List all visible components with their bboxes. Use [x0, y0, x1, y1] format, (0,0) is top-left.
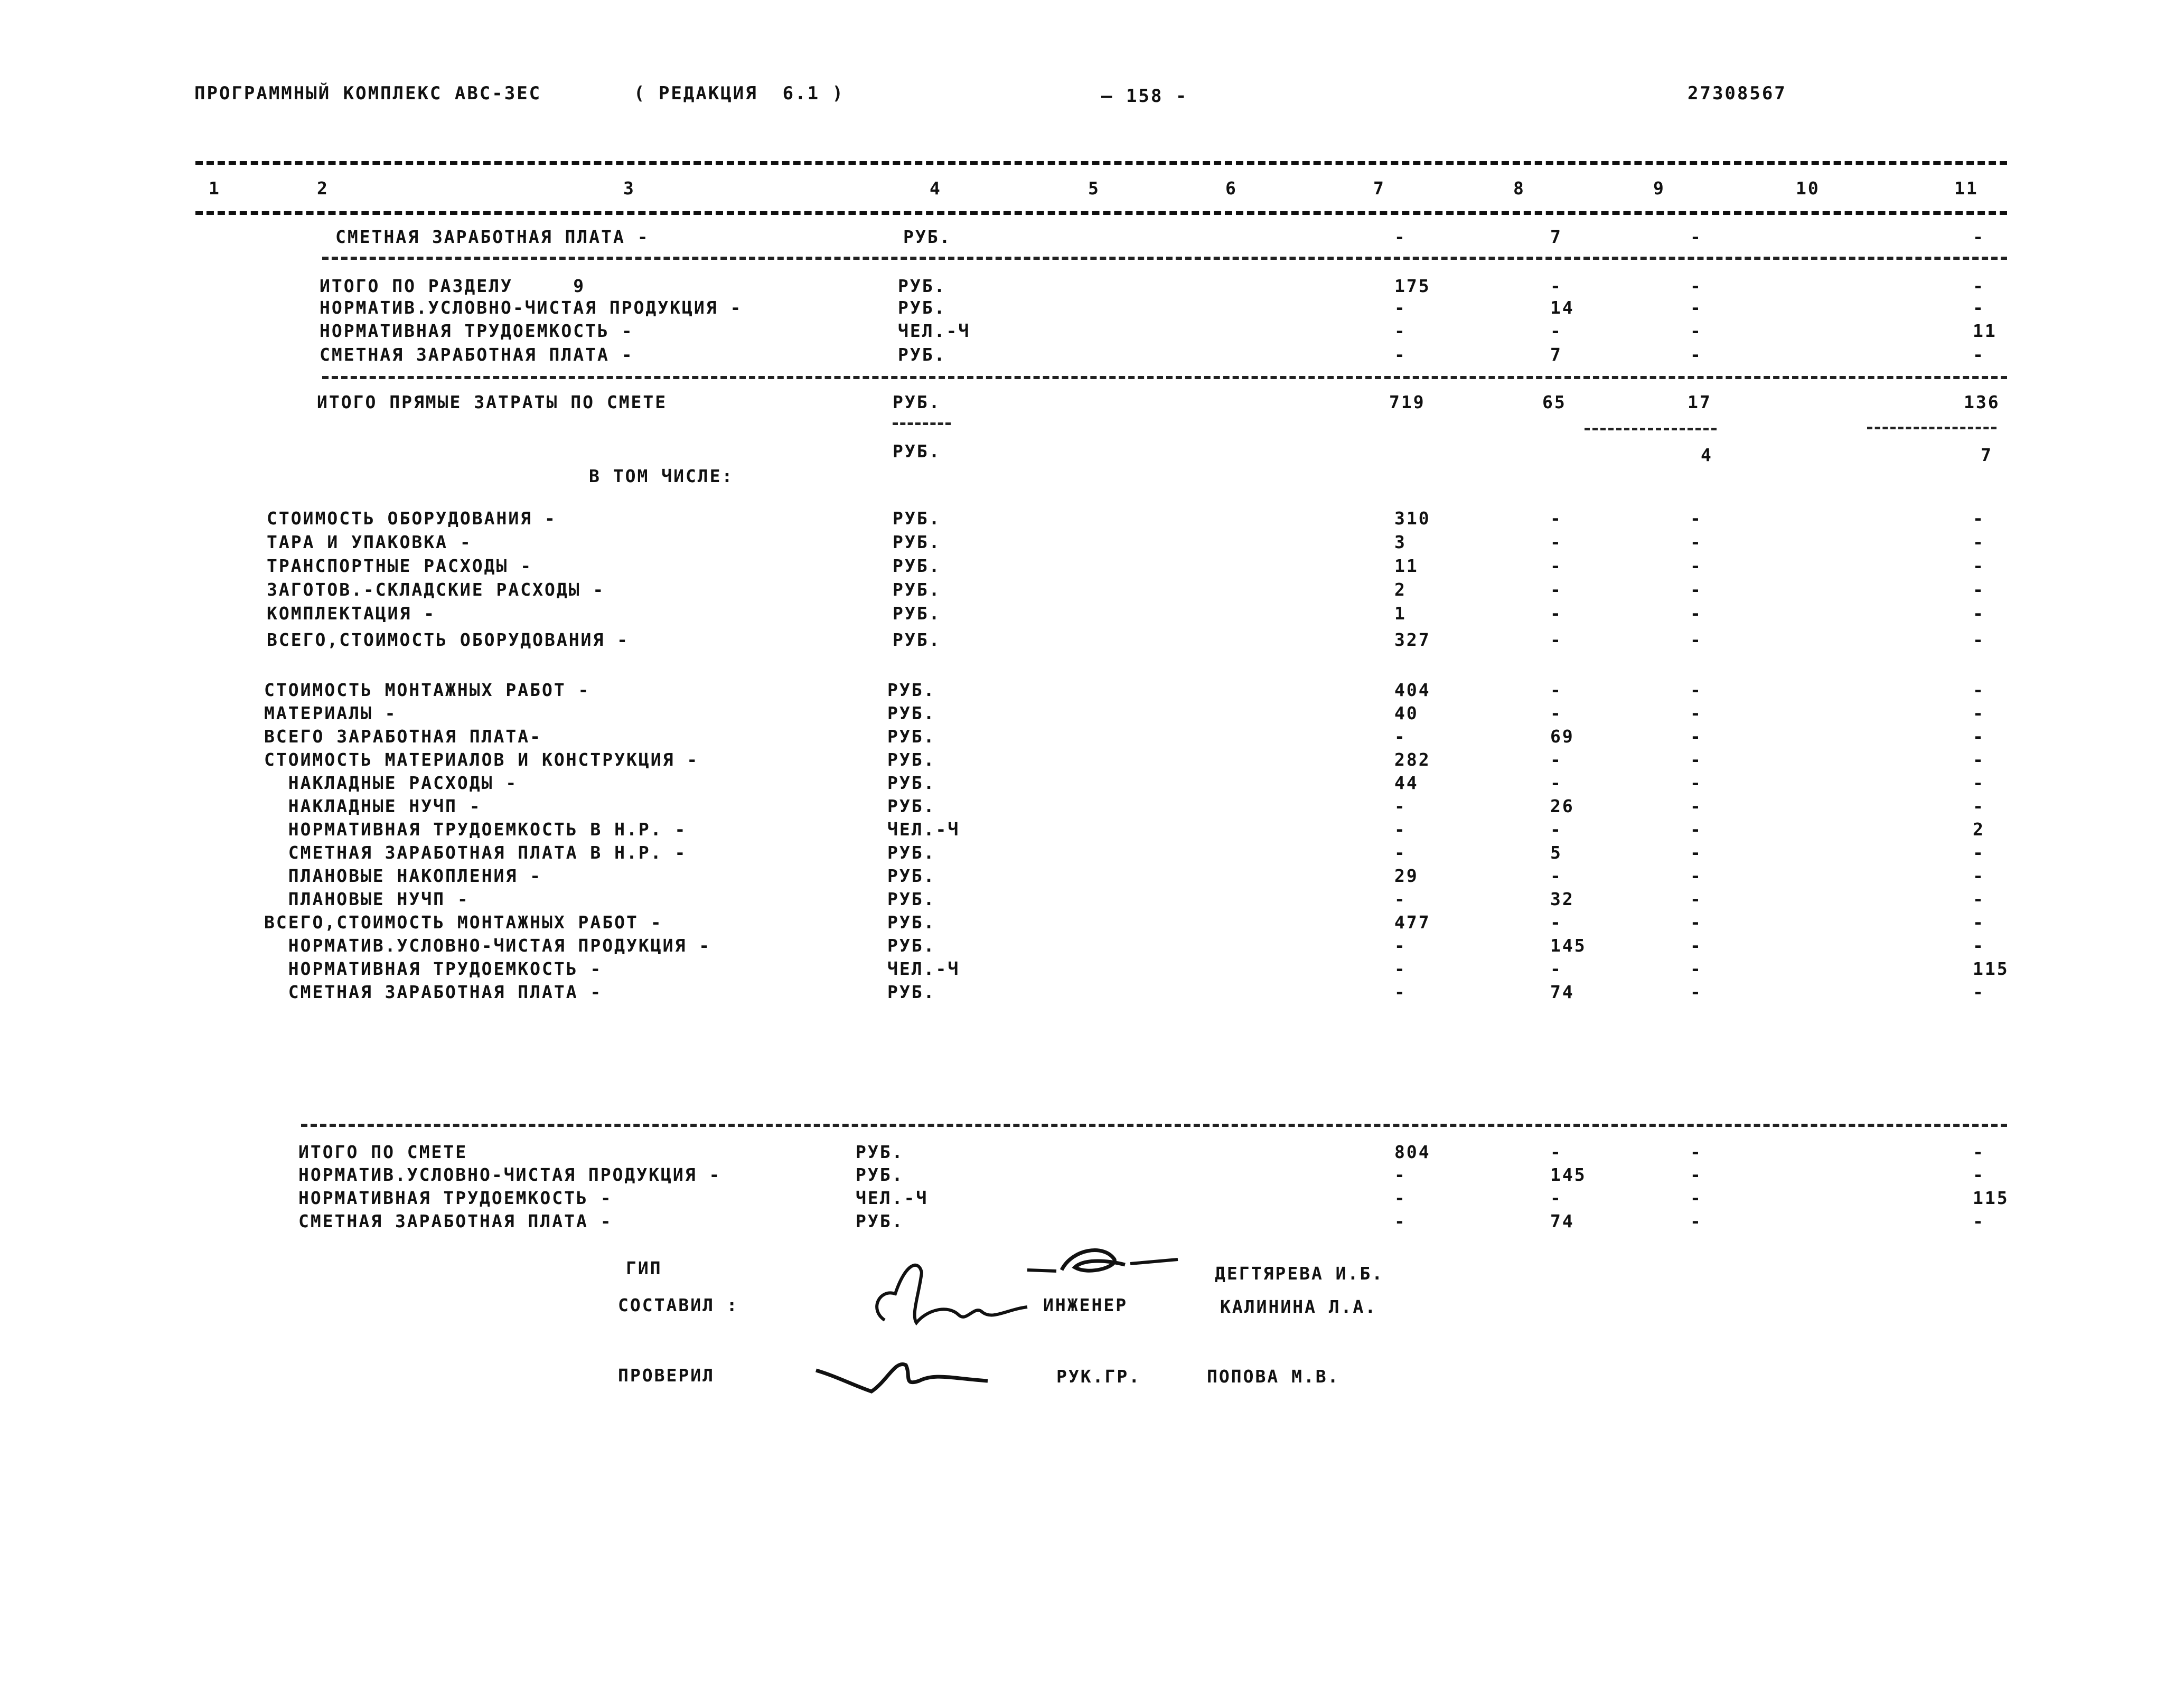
c11-underline [1867, 427, 1996, 429]
equipment-row-label-3: ЗАГОТОВ.-СКЛАДСКИЕ РАСХОДЫ - [267, 579, 605, 600]
equipment-row-c7-0: 310 [1394, 508, 1431, 529]
installation-row-c8-3: - [1550, 749, 1562, 770]
totals-row-c7-0: 804 [1394, 1142, 1431, 1162]
installation-row-c8-7: 5 [1550, 842, 1562, 863]
installation-row-c7-10: 477 [1394, 912, 1431, 933]
equipment-row-c9-3: - [1690, 579, 1702, 600]
installation-row-c11-13: - [1973, 982, 1985, 1002]
direct-costs-c9b: 4 [1701, 445, 1713, 465]
equipment-row-c11-4: - [1973, 603, 1985, 624]
equipment-row-c11-3: - [1973, 579, 1985, 600]
installation-row-label-8: ПЛАНОВЫЕ НАКОПЛЕНИЯ - [264, 865, 542, 886]
installation-row-c8-8: - [1550, 865, 1562, 886]
installation-row-c11-2: - [1973, 726, 1985, 747]
direct-costs-unit: РУБ. [893, 392, 941, 412]
section-row-c9-3: - [1690, 344, 1702, 365]
equipment-row-unit-2: РУБ. [893, 556, 941, 576]
lead-name: ПОПОВА М.В. [1207, 1366, 1340, 1387]
installation-row-c7-3: 282 [1394, 749, 1431, 770]
installation-row-label-10: ВСЕГО,СТОИМОСТЬ МОНТАЖНЫХ РАБОТ - [264, 912, 663, 933]
column-number-2: 2 [317, 178, 329, 199]
installation-row-c11-11: - [1973, 935, 1985, 956]
installation-row-c7-12: - [1394, 958, 1407, 979]
installation-row-c7-11: - [1394, 935, 1407, 956]
direct-costs-c7: 719 [1389, 392, 1426, 412]
installation-row-c11-3: - [1973, 749, 1985, 770]
installation-row-c9-11: - [1690, 935, 1702, 956]
composed-label: СОСТАВИЛ : [618, 1295, 739, 1315]
equipment-row-c7-3: 2 [1394, 579, 1407, 600]
equipment-row-c11-1: - [1973, 532, 1985, 552]
checker-signature [813, 1349, 1004, 1397]
installation-row-c11-10: - [1973, 912, 1985, 933]
section-rule-2 [322, 376, 2007, 379]
equipment-row-c9-1: - [1690, 532, 1702, 552]
installation-row-c8-11: 145 [1550, 935, 1587, 956]
totals-row-c7-3: - [1394, 1211, 1407, 1231]
totals-row-c8-0: - [1550, 1142, 1562, 1162]
installation-row-c7-4: 44 [1394, 773, 1419, 793]
installation-row-c8-4: - [1550, 773, 1562, 793]
installation-row-c9-1: - [1690, 703, 1702, 723]
installation-row-c9-0: - [1690, 680, 1702, 700]
totals-row-label-3: СМЕТНАЯ ЗАРАБОТНАЯ ПЛАТА - [298, 1211, 613, 1231]
installation-row-unit-4: РУБ. [887, 773, 936, 793]
section-row-c8-2: - [1550, 321, 1562, 341]
section-first-c8-0: 7 [1550, 227, 1562, 247]
table-top-rule [195, 161, 2007, 165]
section-row-c11-3: - [1973, 344, 1985, 365]
section-row-c9-2: - [1690, 321, 1702, 341]
engineer-name: КАЛИНИНА Л.А. [1220, 1296, 1377, 1317]
section-row-c7-0: 175 [1394, 276, 1431, 296]
equipment-row-unit-1: РУБ. [893, 532, 941, 552]
column-number-4: 4 [930, 178, 942, 199]
section-row-label-3: СМЕТНАЯ ЗАРАБОТНАЯ ПЛАТА - [320, 344, 634, 365]
program-name: ПРОГРАММНЫЙ КОМПЛЕКС АВС-ЗЕС [194, 83, 542, 104]
installation-row-c9-8: - [1690, 865, 1702, 886]
including-heading: В ТОМ ЧИСЛЕ: [589, 466, 734, 486]
installation-row-unit-12: ЧЕЛ.-Ч [887, 958, 960, 979]
gip-signature [1025, 1238, 1183, 1286]
installation-row-c11-12: 115 [1973, 958, 2009, 979]
installation-row-c11-1: - [1973, 703, 1985, 723]
installation-row-c9-10: - [1690, 912, 1702, 933]
column-number-5: 5 [1088, 178, 1100, 199]
totals-row-c7-1: - [1394, 1164, 1407, 1185]
equipment-row-c8-1: - [1550, 532, 1562, 552]
direct-costs-c8: 65 [1542, 392, 1567, 412]
section-first-c7-0: - [1394, 227, 1407, 247]
installation-row-c8-2: 69 [1550, 726, 1574, 747]
section-row-label-0: ИТОГО ПО РАЗДЕЛУ 9 [320, 276, 586, 296]
equipment-row-unit-5: РУБ. [893, 629, 941, 650]
direct-costs-unit2: РУБ. [893, 441, 941, 462]
direct-costs-c9: 17 [1688, 392, 1712, 412]
installation-row-c8-6: - [1550, 819, 1562, 840]
installation-row-c9-6: - [1690, 819, 1702, 840]
section-row-c11-1: - [1973, 297, 1985, 318]
column-number-9: 9 [1653, 178, 1665, 199]
section-row-c11-0: - [1973, 276, 1985, 296]
installation-row-c8-5: 26 [1550, 796, 1574, 816]
installation-row-c9-5: - [1690, 796, 1702, 816]
totals-row-label-0: ИТОГО ПО СМЕТЕ [298, 1142, 468, 1162]
installation-row-unit-9: РУБ. [887, 889, 936, 909]
totals-rule [301, 1124, 2007, 1127]
installation-row-label-3: СТОИМОСТЬ МАТЕРИАЛОВ И КОНСТРУКЦИЯ - [264, 749, 699, 770]
installation-row-c9-7: - [1690, 842, 1702, 863]
section-row-c8-0: - [1550, 276, 1562, 296]
installation-row-c11-9: - [1973, 889, 1985, 909]
installation-row-c8-9: 32 [1550, 889, 1574, 909]
installation-row-c7-8: 29 [1394, 865, 1419, 886]
installation-row-unit-6: ЧЕЛ.-Ч [887, 819, 960, 840]
installation-row-unit-0: РУБ. [887, 680, 936, 700]
section-row-c9-1: - [1690, 297, 1702, 318]
column-number-8: 8 [1513, 178, 1525, 199]
installation-row-label-5: НАКЛАДНЫЕ НУЧП - [264, 796, 482, 816]
section-row-unit-0: РУБ. [898, 276, 946, 296]
installation-row-c8-13: 74 [1550, 982, 1574, 1002]
totals-row-c7-2: - [1394, 1188, 1407, 1208]
equipment-row-label-5: ВСЕГО,СТОИМОСТЬ ОБОРУДОВАНИЯ - [267, 629, 630, 650]
section-row-unit-2: ЧЕЛ.-Ч [898, 321, 971, 341]
section-first-c11-0: - [1973, 227, 1985, 247]
equipment-row-c11-2: - [1973, 556, 1985, 576]
totals-row-label-1: НОРМАТИВ.УСЛОВНО-ЧИСТАЯ ПРОДУКЦИЯ - [298, 1164, 721, 1185]
page-number: — 158 - [1101, 86, 1188, 107]
installation-row-c11-7: - [1973, 842, 1985, 863]
installation-row-label-13: СМЕТНАЯ ЗАРАБОТНАЯ ПЛАТА - [264, 982, 603, 1002]
installation-row-unit-2: РУБ. [887, 726, 936, 747]
section-first-c9-0: - [1690, 227, 1702, 247]
gip-label: ГИП [626, 1258, 662, 1278]
equipment-row-c7-2: 11 [1394, 556, 1419, 576]
installation-row-c8-0: - [1550, 680, 1562, 700]
installation-row-label-7: СМЕТНАЯ ЗАРАБОТНАЯ ПЛАТА В Н.Р. - [264, 842, 687, 863]
equipment-row-c11-0: - [1973, 508, 1985, 529]
installation-row-label-0: СТОИМОСТЬ МОНТАЖНЫХ РАБОТ - [264, 680, 590, 700]
c9-underline [1585, 428, 1717, 430]
section-first-label-0: СМЕТНАЯ ЗАРАБОТНАЯ ПЛАТА - [335, 227, 650, 247]
totals-row-c11-3: - [1973, 1211, 1985, 1231]
engineer-title: ИНЖЕНЕР [1043, 1295, 1128, 1315]
installation-row-unit-7: РУБ. [887, 842, 936, 863]
installation-row-unit-3: РУБ. [887, 749, 936, 770]
equipment-row-label-0: СТОИМОСТЬ ОБОРУДОВАНИЯ - [267, 508, 557, 529]
installation-row-c9-2: - [1690, 726, 1702, 747]
installation-row-c7-2: - [1394, 726, 1407, 747]
installation-row-c7-9: - [1394, 889, 1407, 909]
installation-row-c9-3: - [1690, 749, 1702, 770]
direct-costs-label: ИТОГО ПРЯМЫЕ ЗАТРАТЫ ПО СМЕТЕ [317, 392, 668, 412]
totals-row-c9-1: - [1690, 1164, 1702, 1185]
installation-row-c11-6: 2 [1973, 819, 1985, 840]
installation-row-label-9: ПЛАНОВЫЕ НУЧП - [264, 889, 470, 909]
direct-costs-c11: 136 [1964, 392, 2000, 412]
equipment-row-c8-3: - [1550, 579, 1562, 600]
totals-row-label-2: НОРМАТИВНАЯ ТРУДОЕМКОСТЬ - [298, 1188, 613, 1208]
equipment-row-c7-1: 3 [1394, 532, 1407, 552]
installation-row-label-2: ВСЕГО ЗАРАБОТНАЯ ПЛАТА- [264, 726, 542, 747]
installation-row-unit-10: РУБ. [887, 912, 936, 933]
totals-row-unit-1: РУБ. [856, 1164, 904, 1185]
unit-underline [893, 422, 951, 425]
installation-row-label-6: НОРМАТИВНАЯ ТРУДОЕМКОСТЬ В Н.Р. - [264, 819, 687, 840]
installation-row-c8-12: - [1550, 958, 1562, 979]
equipment-row-c7-4: 1 [1394, 603, 1407, 624]
section-row-unit-3: РУБ. [898, 344, 946, 365]
section-row-c7-2: - [1394, 321, 1407, 341]
direct-costs-c11b: 7 [1981, 445, 1993, 465]
section-row-c9-0: - [1690, 276, 1702, 296]
installation-row-c7-7: - [1394, 842, 1407, 863]
column-number-7: 7 [1373, 178, 1385, 199]
section-row-label-2: НОРМАТИВНАЯ ТРУДОЕМКОСТЬ - [320, 321, 634, 341]
section-row-c7-3: - [1394, 344, 1407, 365]
totals-row-c9-2: - [1690, 1188, 1702, 1208]
installation-row-c9-13: - [1690, 982, 1702, 1002]
installation-row-c7-6: - [1394, 819, 1407, 840]
totals-row-unit-2: ЧЕЛ.-Ч [856, 1188, 929, 1208]
lead-title: РУК.ГР. [1056, 1366, 1141, 1387]
section-first-unit-0: РУБ. [903, 227, 952, 247]
installation-row-c11-5: - [1973, 796, 1985, 816]
installation-row-c7-1: 40 [1394, 703, 1419, 723]
column-number-11: 11 [1954, 178, 1979, 199]
installation-row-c11-8: - [1973, 865, 1985, 886]
totals-row-c11-2: 115 [1973, 1188, 2009, 1208]
installation-row-c11-0: - [1973, 680, 1985, 700]
column-header-rule [195, 211, 2007, 215]
column-number-3: 3 [623, 178, 635, 199]
equipment-row-label-2: ТРАНСПОРТНЫЕ РАСХОДЫ - [267, 556, 533, 576]
installation-row-c7-13: - [1394, 982, 1407, 1002]
totals-row-c8-1: 145 [1550, 1164, 1587, 1185]
totals-row-c11-1: - [1973, 1164, 1985, 1185]
equipment-row-c8-4: - [1550, 603, 1562, 624]
equipment-row-c9-2: - [1690, 556, 1702, 576]
equipment-row-c8-5: - [1550, 629, 1562, 650]
installation-row-c8-1: - [1550, 703, 1562, 723]
equipment-row-c9-0: - [1690, 508, 1702, 529]
installation-row-c11-4: - [1973, 773, 1985, 793]
section-row-label-1: НОРМАТИВ.УСЛОВНО-ЧИСТАЯ ПРОДУКЦИЯ - [320, 297, 743, 318]
totals-row-c8-3: 74 [1550, 1211, 1574, 1231]
installation-row-unit-11: РУБ. [887, 935, 936, 956]
installation-row-c7-0: 404 [1394, 680, 1431, 700]
section-row-unit-1: РУБ. [898, 297, 946, 318]
installation-row-c9-9: - [1690, 889, 1702, 909]
installation-row-label-11: НОРМАТИВ.УСЛОВНО-ЧИСТАЯ ПРОДУКЦИЯ - [264, 935, 711, 956]
installation-row-c8-10: - [1550, 912, 1562, 933]
section-rule-1 [322, 257, 2007, 260]
installation-row-label-1: МАТЕРИАЛЫ - [264, 703, 397, 723]
edition-label: ( РЕДАКЦИЯ 6.1 ) [634, 83, 845, 104]
checked-label: ПРОВЕРИЛ [618, 1365, 715, 1386]
installation-row-c9-4: - [1690, 773, 1702, 793]
equipment-row-c8-0: - [1550, 508, 1562, 529]
totals-row-c9-0: - [1690, 1142, 1702, 1162]
installation-row-unit-8: РУБ. [887, 865, 936, 886]
document-code: 27308567 [1688, 83, 1787, 104]
equipment-row-unit-4: РУБ. [893, 603, 941, 624]
installation-row-unit-5: РУБ. [887, 796, 936, 816]
equipment-row-c9-5: - [1690, 629, 1702, 650]
totals-row-c8-2: - [1550, 1188, 1562, 1208]
totals-row-unit-0: РУБ. [856, 1142, 904, 1162]
installation-row-label-12: НОРМАТИВНАЯ ТРУДОЕМКОСТЬ - [264, 958, 603, 979]
installation-row-unit-1: РУБ. [887, 703, 936, 723]
totals-row-c11-0: - [1973, 1142, 1985, 1162]
equipment-row-c9-4: - [1690, 603, 1702, 624]
section-row-c8-3: 7 [1550, 344, 1562, 365]
equipment-row-c8-2: - [1550, 556, 1562, 576]
equipment-row-label-4: КОМПЛЕКТАЦИЯ - [267, 603, 436, 624]
totals-row-unit-3: РУБ. [856, 1211, 904, 1231]
installation-row-label-4: НАКЛАДНЫЕ РАСХОДЫ - [264, 773, 518, 793]
section-row-c7-1: - [1394, 297, 1407, 318]
gip-name: ДЕГТЯРЕВА И.Б. [1215, 1263, 1384, 1284]
equipment-row-c7-5: 327 [1394, 629, 1431, 650]
section-row-c8-1: 14 [1550, 297, 1574, 318]
installation-row-c7-5: - [1394, 796, 1407, 816]
installation-row-unit-13: РУБ. [887, 982, 936, 1002]
section-row-c11-2: 11 [1973, 321, 1997, 341]
equipment-row-c11-5: - [1973, 629, 1985, 650]
equipment-row-unit-3: РУБ. [893, 579, 941, 600]
column-number-6: 6 [1225, 178, 1238, 199]
totals-row-c9-3: - [1690, 1211, 1702, 1231]
equipment-row-unit-0: РУБ. [893, 508, 941, 529]
installation-row-c9-12: - [1690, 958, 1702, 979]
composer-signature [869, 1257, 1043, 1336]
column-number-1: 1 [209, 178, 221, 199]
column-number-10: 10 [1796, 178, 1820, 199]
equipment-row-label-1: ТАРА И УПАКОВКА - [267, 532, 472, 552]
